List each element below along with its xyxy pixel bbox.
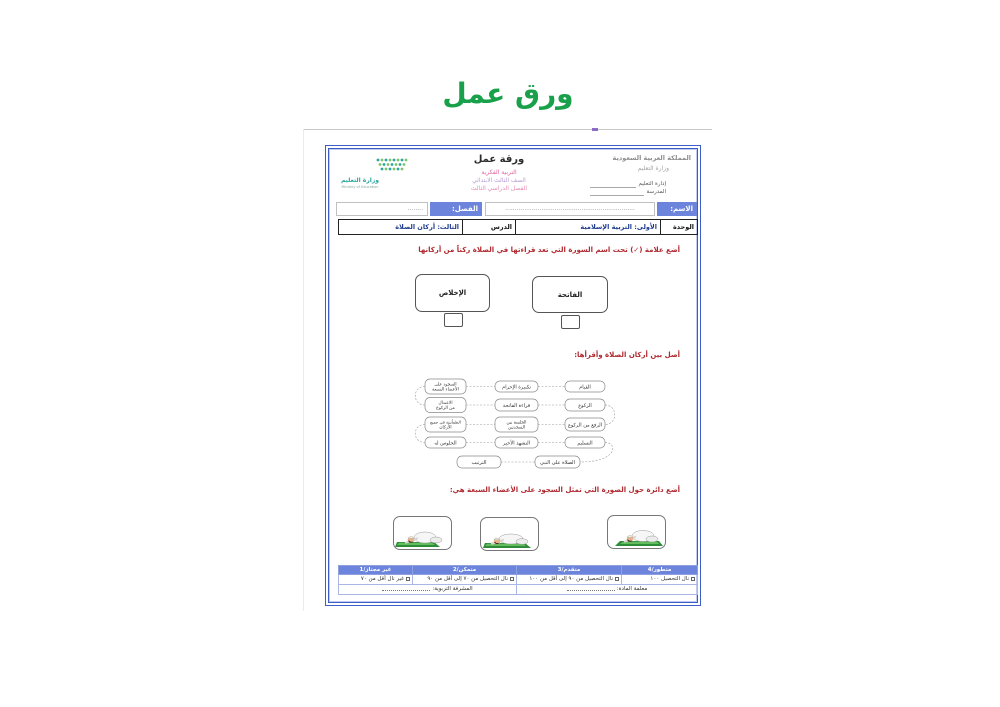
pillar-label: الطمأنينة في جميع [430, 419, 461, 425]
supervisor-signature-line[interactable] [382, 586, 430, 591]
rubric-level-label: غير مجتاز/1 [339, 566, 413, 575]
surah-option-label: الإخلاص [438, 289, 467, 297]
prostration-image-option-3[interactable] [393, 516, 452, 550]
pillar-label: الجلسة بين [506, 420, 527, 426]
rubric-criterion-cell [339, 575, 413, 585]
rubric-level-label: متقدم/3 [517, 566, 622, 575]
pillar-label: التشهد الأخير [503, 440, 530, 447]
worksheet-title: ورقة عمل [473, 154, 525, 165]
pillar-label: السجدتين [507, 425, 526, 431]
lesson-value: الثالث: أركان الصلاة [339, 220, 463, 235]
directorate-label: إدارة التعليم [638, 181, 666, 187]
rubric-criteria-row [339, 575, 698, 585]
pillar-label: الجلوس له [434, 440, 457, 447]
checkbox-icon[interactable] [615, 577, 619, 581]
pillar-label: السجود على [434, 382, 457, 388]
viewer-top-divider [303, 129, 712, 130]
surah-option-label: الفاتحة [557, 290, 583, 299]
worshipper-figure [406, 532, 442, 543]
supervisor-signature-cell [339, 585, 517, 595]
prostration-image-option-2[interactable] [480, 517, 539, 551]
lesson-info-table [338, 219, 698, 235]
prostration-image-option-1[interactable] [607, 515, 666, 549]
worksheet-title-block [439, 152, 559, 193]
worksheet-page [325, 145, 701, 606]
rubric-table [338, 565, 698, 595]
lesson-info-row [339, 220, 698, 235]
pillar-label: من الركوع [436, 406, 455, 412]
rubric-criterion-text: غير نال أقل من ٧٠ [360, 576, 404, 582]
term-name: الفصل الدراسي الثالث [470, 185, 528, 192]
school-line[interactable] [590, 190, 644, 196]
ministry-logo [335, 156, 409, 192]
rubric-signature-row [339, 585, 698, 595]
kingdom-name: المملكة العربية السعودية [612, 154, 691, 162]
page-title: ورق عمل [442, 77, 574, 110]
pillar-label: الاعتدال [438, 400, 453, 406]
viewer-left-edge [303, 129, 304, 611]
rubric-criterion-text: نال التحصيل ١٠٠ [650, 576, 689, 582]
grade-name: الصف الثالث الابتدائي [472, 177, 526, 184]
pillar-label: القيام [579, 384, 591, 391]
checkbox-icon[interactable] [406, 577, 410, 581]
q1-instruction: أضع علامة (✓) تحت اسم السورة التي تعد قراءتها في الصلاة ركناً من أركانها [418, 246, 680, 254]
pillar-label: الترتيب [471, 459, 487, 466]
rubric-criterion-text: نال التحصيل من ٧٠ إلى أقل من ٩٠ [427, 576, 508, 582]
class-field[interactable]: ........ [336, 202, 428, 216]
unit-value: الأولى: التربية الإسلامية [516, 220, 661, 235]
name-label: الاسم: [657, 202, 697, 216]
unit-label: الوحدة [661, 220, 698, 235]
checkbox-icon[interactable] [691, 577, 695, 581]
teacher-signature-cell [517, 585, 698, 595]
rubric-level-label: متمكن/2 [413, 566, 517, 575]
pillar-label: قراءة الفاتحة [502, 402, 531, 409]
kingdom-logo [591, 153, 691, 177]
fatiha-checkbox[interactable] [561, 315, 580, 329]
pillar-label: الأركان [439, 425, 452, 431]
prayer-pillars-diagram [410, 378, 620, 470]
ministry-logo-english: Ministry of Education [341, 185, 379, 189]
worshipper-figure [492, 534, 528, 544]
rubric-level-label: متطور/4 [622, 566, 698, 575]
ministry-logo-arabic: وزارة التعليم [340, 177, 380, 184]
q2-instruction: أصل بين أركان الصلاة وأقرأها: [574, 351, 680, 359]
checkbox-icon[interactable] [510, 577, 514, 581]
lesson-label: الدرس [463, 220, 516, 235]
ministry-calligraphy: وزارة التعليم [637, 165, 669, 172]
supervisor-label: المشرفة التربوية: [432, 586, 473, 592]
prostration-pose-icon [394, 517, 451, 549]
pillar-label: تكبيرة الإحرام [502, 384, 531, 391]
rubric-header-row [339, 566, 698, 575]
rubric-criterion-cell [622, 575, 698, 585]
surah-option-ikhlas [415, 274, 490, 312]
worshipper-figure [625, 531, 658, 543]
name-field[interactable]: .................................................................... [485, 202, 655, 216]
pillar-label: التسليم [577, 440, 593, 447]
prostration-pose-icon [608, 516, 665, 548]
directorate-field [590, 180, 666, 188]
pillar-label: الركوع [578, 402, 592, 409]
class-label: الفصل: [430, 202, 482, 216]
school-field [590, 188, 666, 196]
pillar-label: الرفع من الركوع [567, 422, 603, 429]
prostration-pose-icon [481, 518, 538, 550]
viewer-page-marker [592, 128, 598, 131]
ministry-logo-icon [375, 156, 409, 176]
rubric-criterion-cell [517, 575, 622, 585]
connector-curve [415, 387, 425, 406]
pillar-label: الصلاة على النبي [540, 459, 575, 466]
surah-option-fatiha [532, 276, 608, 313]
connector-curve [415, 425, 425, 443]
connector-curve [605, 405, 615, 425]
ikhlas-checkbox[interactable] [444, 313, 463, 327]
teacher-label: معلمة المادة: [616, 586, 648, 592]
rubric-criterion-cell [413, 575, 517, 585]
q3-instruction: أضع دائرة حول الصورة التي تمثل السجود على الأعضاء السبعة هي: [449, 486, 680, 494]
rubric-criterion-text: نال التحصيل من ٩٠ إلى أقل من ١٠٠ [529, 576, 613, 582]
subject-name: التربية الفكرية [481, 169, 517, 176]
pillar-label: الأعضاء السبعة [432, 387, 459, 393]
school-label: المدرسة [646, 189, 666, 195]
teacher-signature-line[interactable] [567, 586, 615, 591]
